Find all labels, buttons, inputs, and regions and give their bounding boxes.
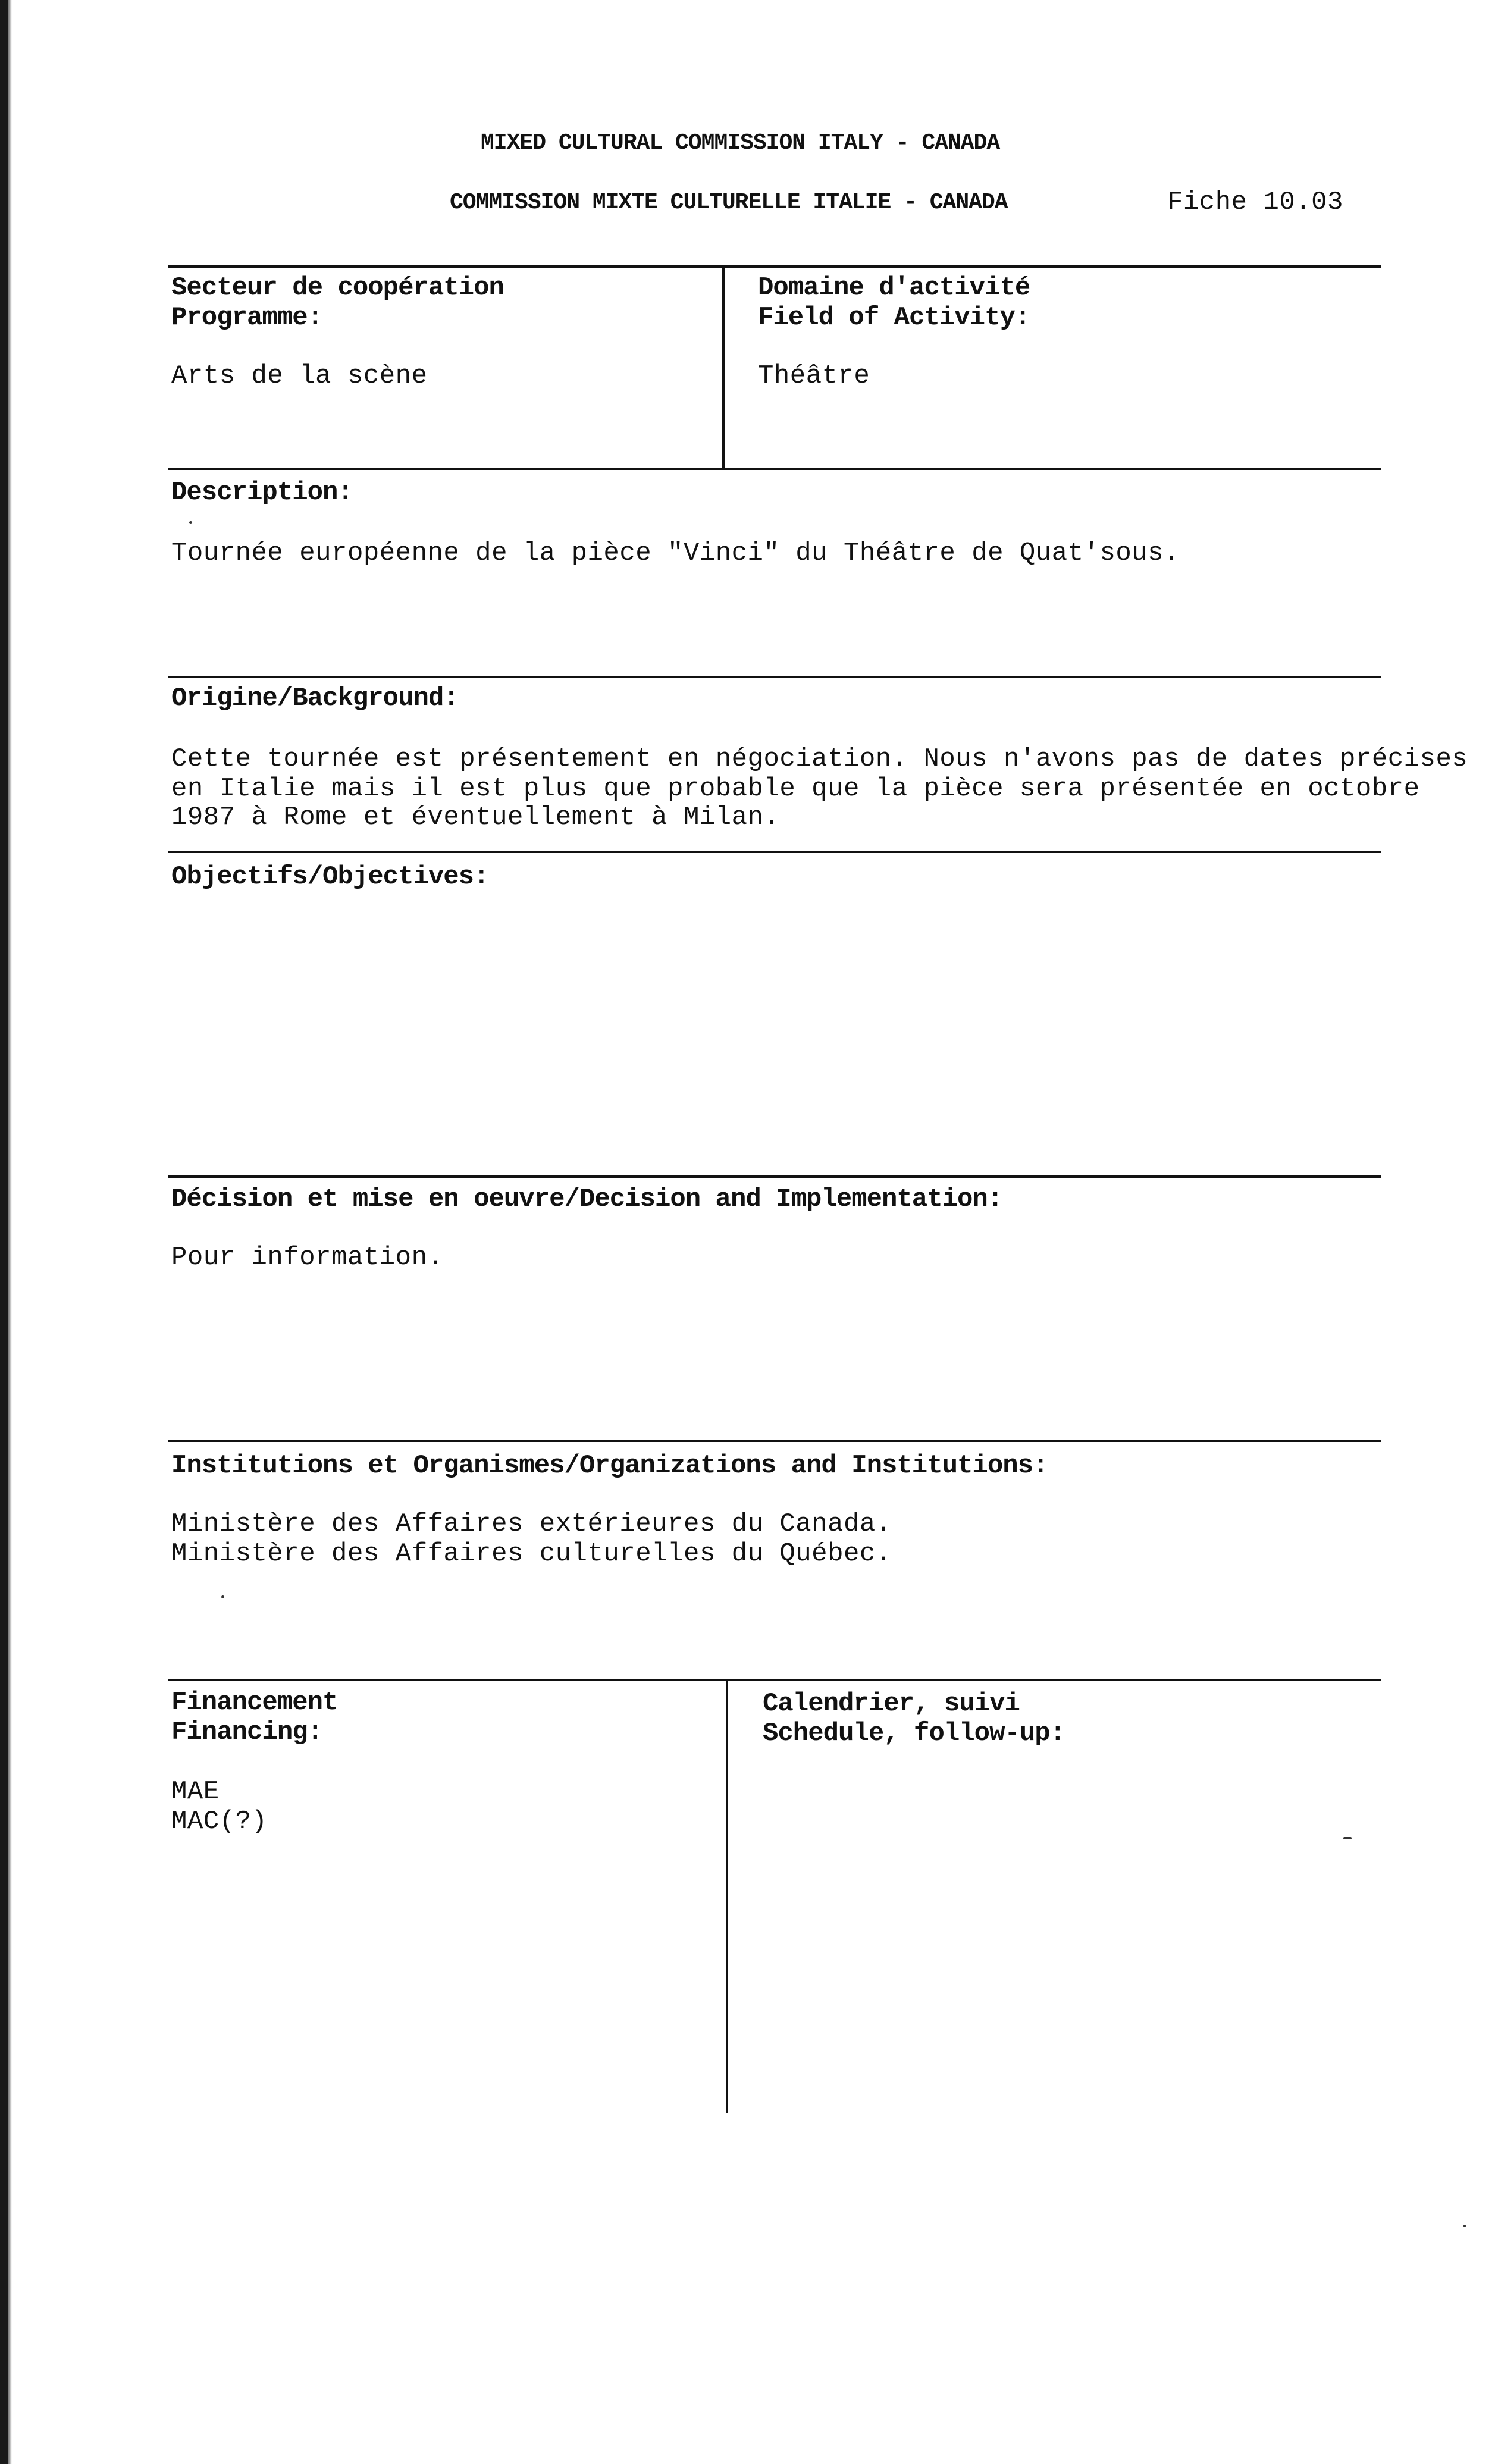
divider-financing-schedule — [726, 1679, 728, 2113]
origin-label: Origine/Background: — [171, 684, 459, 713]
origin-line-3: 1987 à Rome et éventuellement à Milan. — [171, 802, 780, 832]
rule-description — [168, 468, 1381, 470]
scan-left-edge-shadow — [8, 0, 12, 2464]
rule-decision — [168, 1175, 1381, 1178]
rule-objectives — [168, 851, 1381, 853]
decision-label: Décision et mise en oeuvre/Decision and Implementation: — [171, 1184, 1003, 1214]
objectives-label: Objectifs/Objectives: — [171, 862, 489, 892]
decision-text: Pour information. — [171, 1243, 444, 1272]
scan-speck — [1463, 2225, 1466, 2227]
title-english: MIXED CULTURAL COMMISSION ITALY - CANADA — [481, 130, 1000, 156]
institutions-line-2: Ministère des Affaires culturelles du Québec. — [171, 1539, 892, 1569]
rule-top — [168, 265, 1381, 268]
institutions-label: Institutions et Organismes/Organizations and Institutions: — [171, 1451, 1048, 1481]
rule-origin — [168, 676, 1381, 678]
title-french: COMMISSION MIXTE CULTURELLE ITALIE - CANADA — [450, 190, 1008, 215]
rule-institutions — [168, 1440, 1381, 1442]
description-label: Description: — [171, 478, 353, 507]
divider-sector-domain — [722, 265, 725, 469]
financing-label-fr: Financement — [171, 1688, 338, 1717]
scan-speck — [189, 521, 192, 524]
financing-item: MAE — [171, 1777, 220, 1807]
domain-label-fr: Domaine d'activité — [758, 273, 1030, 303]
domain-value: Théâtre — [758, 361, 870, 391]
rule-financing — [168, 1679, 1381, 1681]
sector-value: Arts de la scène — [171, 361, 428, 391]
scan-speck — [1343, 1837, 1352, 1839]
scan-speck — [221, 1595, 224, 1598]
financing-item: MAC(?) — [171, 1807, 268, 1836]
domain-label-en: Field of Activity: — [758, 303, 1030, 333]
description-text: Tournée européenne de la pièce "Vinci" du Théâtre de Quat'sous. — [171, 538, 1180, 568]
scan-left-edge — [0, 0, 8, 2464]
sector-label-en: Programme: — [171, 303, 323, 333]
schedule-label-en: Schedule, follow-up: — [763, 1719, 1065, 1748]
origin-line-1: Cette tournée est présentement en négociation. Nous n'avons pas de dates précises — [171, 744, 1468, 774]
institutions-line-1: Ministère des Affaires extérieures du Canada. — [171, 1509, 892, 1539]
financing-label-en: Financing: — [171, 1717, 323, 1747]
fiche-number: Fiche 10.03 — [1167, 187, 1343, 217]
schedule-label-fr: Calendrier, suivi — [763, 1689, 1020, 1719]
sector-label-fr: Secteur de coopération — [171, 273, 504, 303]
origin-line-2: en Italie mais il est plus que probable que la pièce sera présentée en octobre — [171, 774, 1420, 804]
